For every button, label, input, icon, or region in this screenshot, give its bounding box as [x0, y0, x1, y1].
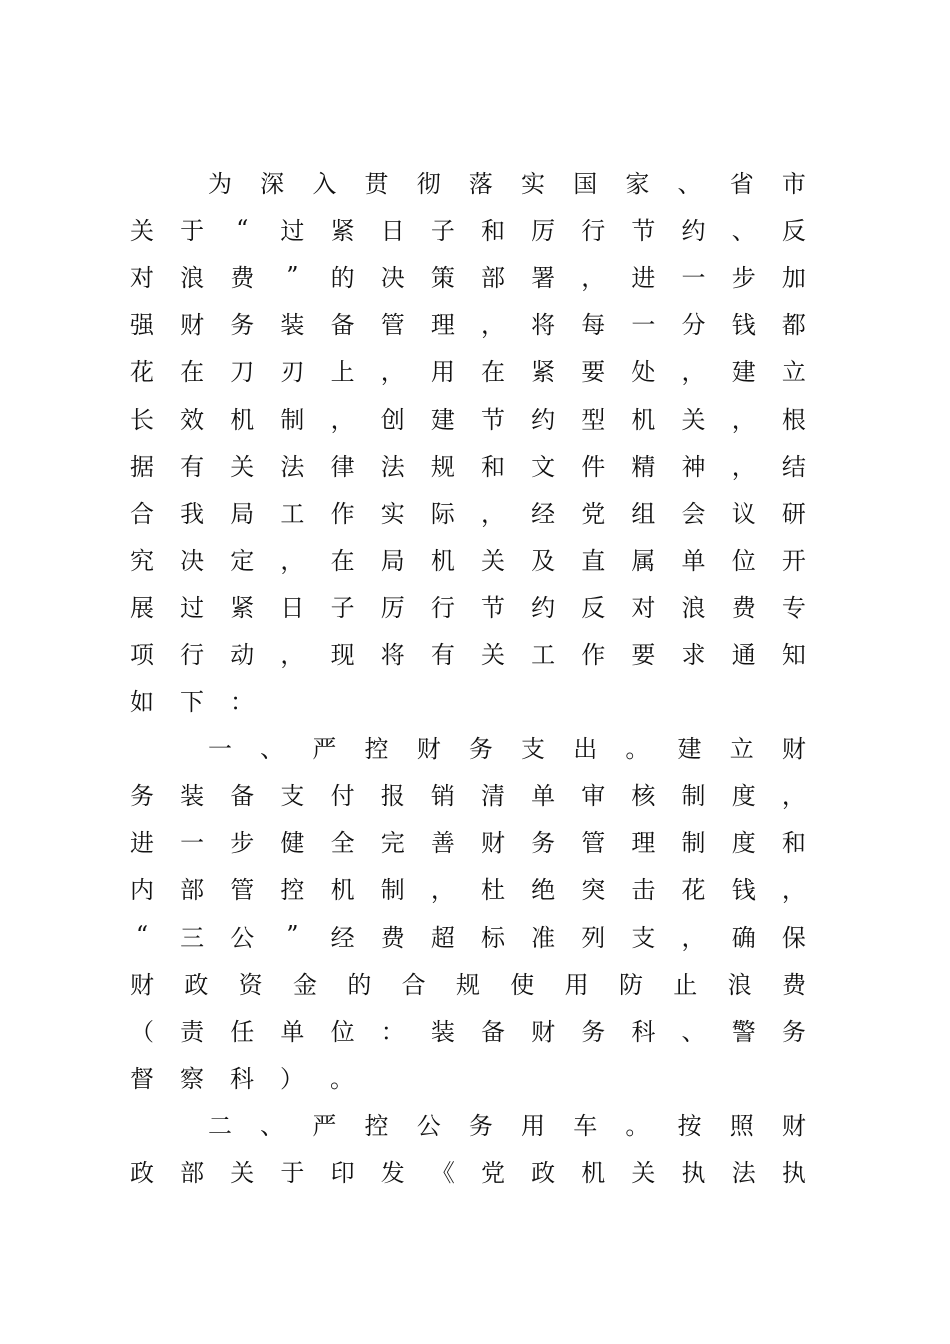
text-line: 展 过 紧 日 子 厉 行 节 约 反 对 浪 费 专 — [130, 593, 806, 622]
text-line: 务 装 备 支 付 报 销 清 单 审 核 制 度 ， — [130, 782, 806, 811]
text-line: 合 我 局 工 作 实 际 ， 经 党 组 会 议 研 — [130, 499, 806, 528]
text-line: 财 政 资 金 的 合 规 使 用 防 止 浪 费 — [130, 970, 806, 999]
text-line: 如 下 ： — [130, 688, 254, 717]
document-body — [130, 158, 806, 1194]
text-line: “ 三 公 ” 经 费 超 标 准 列 支 ， 确 保 — [135, 921, 806, 952]
text-line: 为 深 入 贯 彻 落 实 国 家 、 省 市 — [208, 170, 806, 199]
text-line: 究 决 定 ， 在 局 机 关 及 直 属 单 位 开 — [130, 546, 806, 575]
text-line: 长 效 机 制 ， 创 建 节 约 型 机 关 ， 根 — [130, 405, 806, 434]
text-line: 据 有 关 法 律 法 规 和 文 件 精 神 ， 结 — [130, 452, 806, 481]
text-line: 进 一 步 健 全 完 善 财 务 管 理 制 度 和 — [130, 829, 806, 858]
text-line: 内 部 管 控 机 制 ， 杜 绝 突 击 花 钱 ， — [130, 876, 806, 905]
text-line: 督 察 科 ） 。 — [130, 1064, 354, 1093]
text-line: （ 责 任 单 位 ： 装 备 财 务 科 、 警 务 — [130, 1017, 806, 1046]
text-line: 关 于 “ 过 紧 日 子 和 厉 行 节 约 、 反 — [130, 214, 806, 246]
text-line: 一 、 严 控 财 务 支 出 。 建 立 财 — [208, 735, 806, 764]
text-line: 项 行 动 ， 现 将 有 关 工 作 要 求 通 知 — [130, 640, 806, 669]
text-line: 强 财 务 装 备 管 理 ， 将 每 一 分 钱 都 — [130, 311, 806, 340]
text-line: 花 在 刀 刃 上 ， 用 在 紧 要 处 ， 建 立 — [130, 358, 806, 387]
text-line: 对 浪 费 ” 的 决 策 部 署 ， 进 一 步 加 — [130, 261, 806, 293]
text-line: 二 、 严 控 公 务 用 车 。 按 照 财 — [208, 1111, 806, 1140]
text-line: 政 部 关 于 印 发 《 党 政 机 关 执 法 执 — [130, 1159, 806, 1188]
